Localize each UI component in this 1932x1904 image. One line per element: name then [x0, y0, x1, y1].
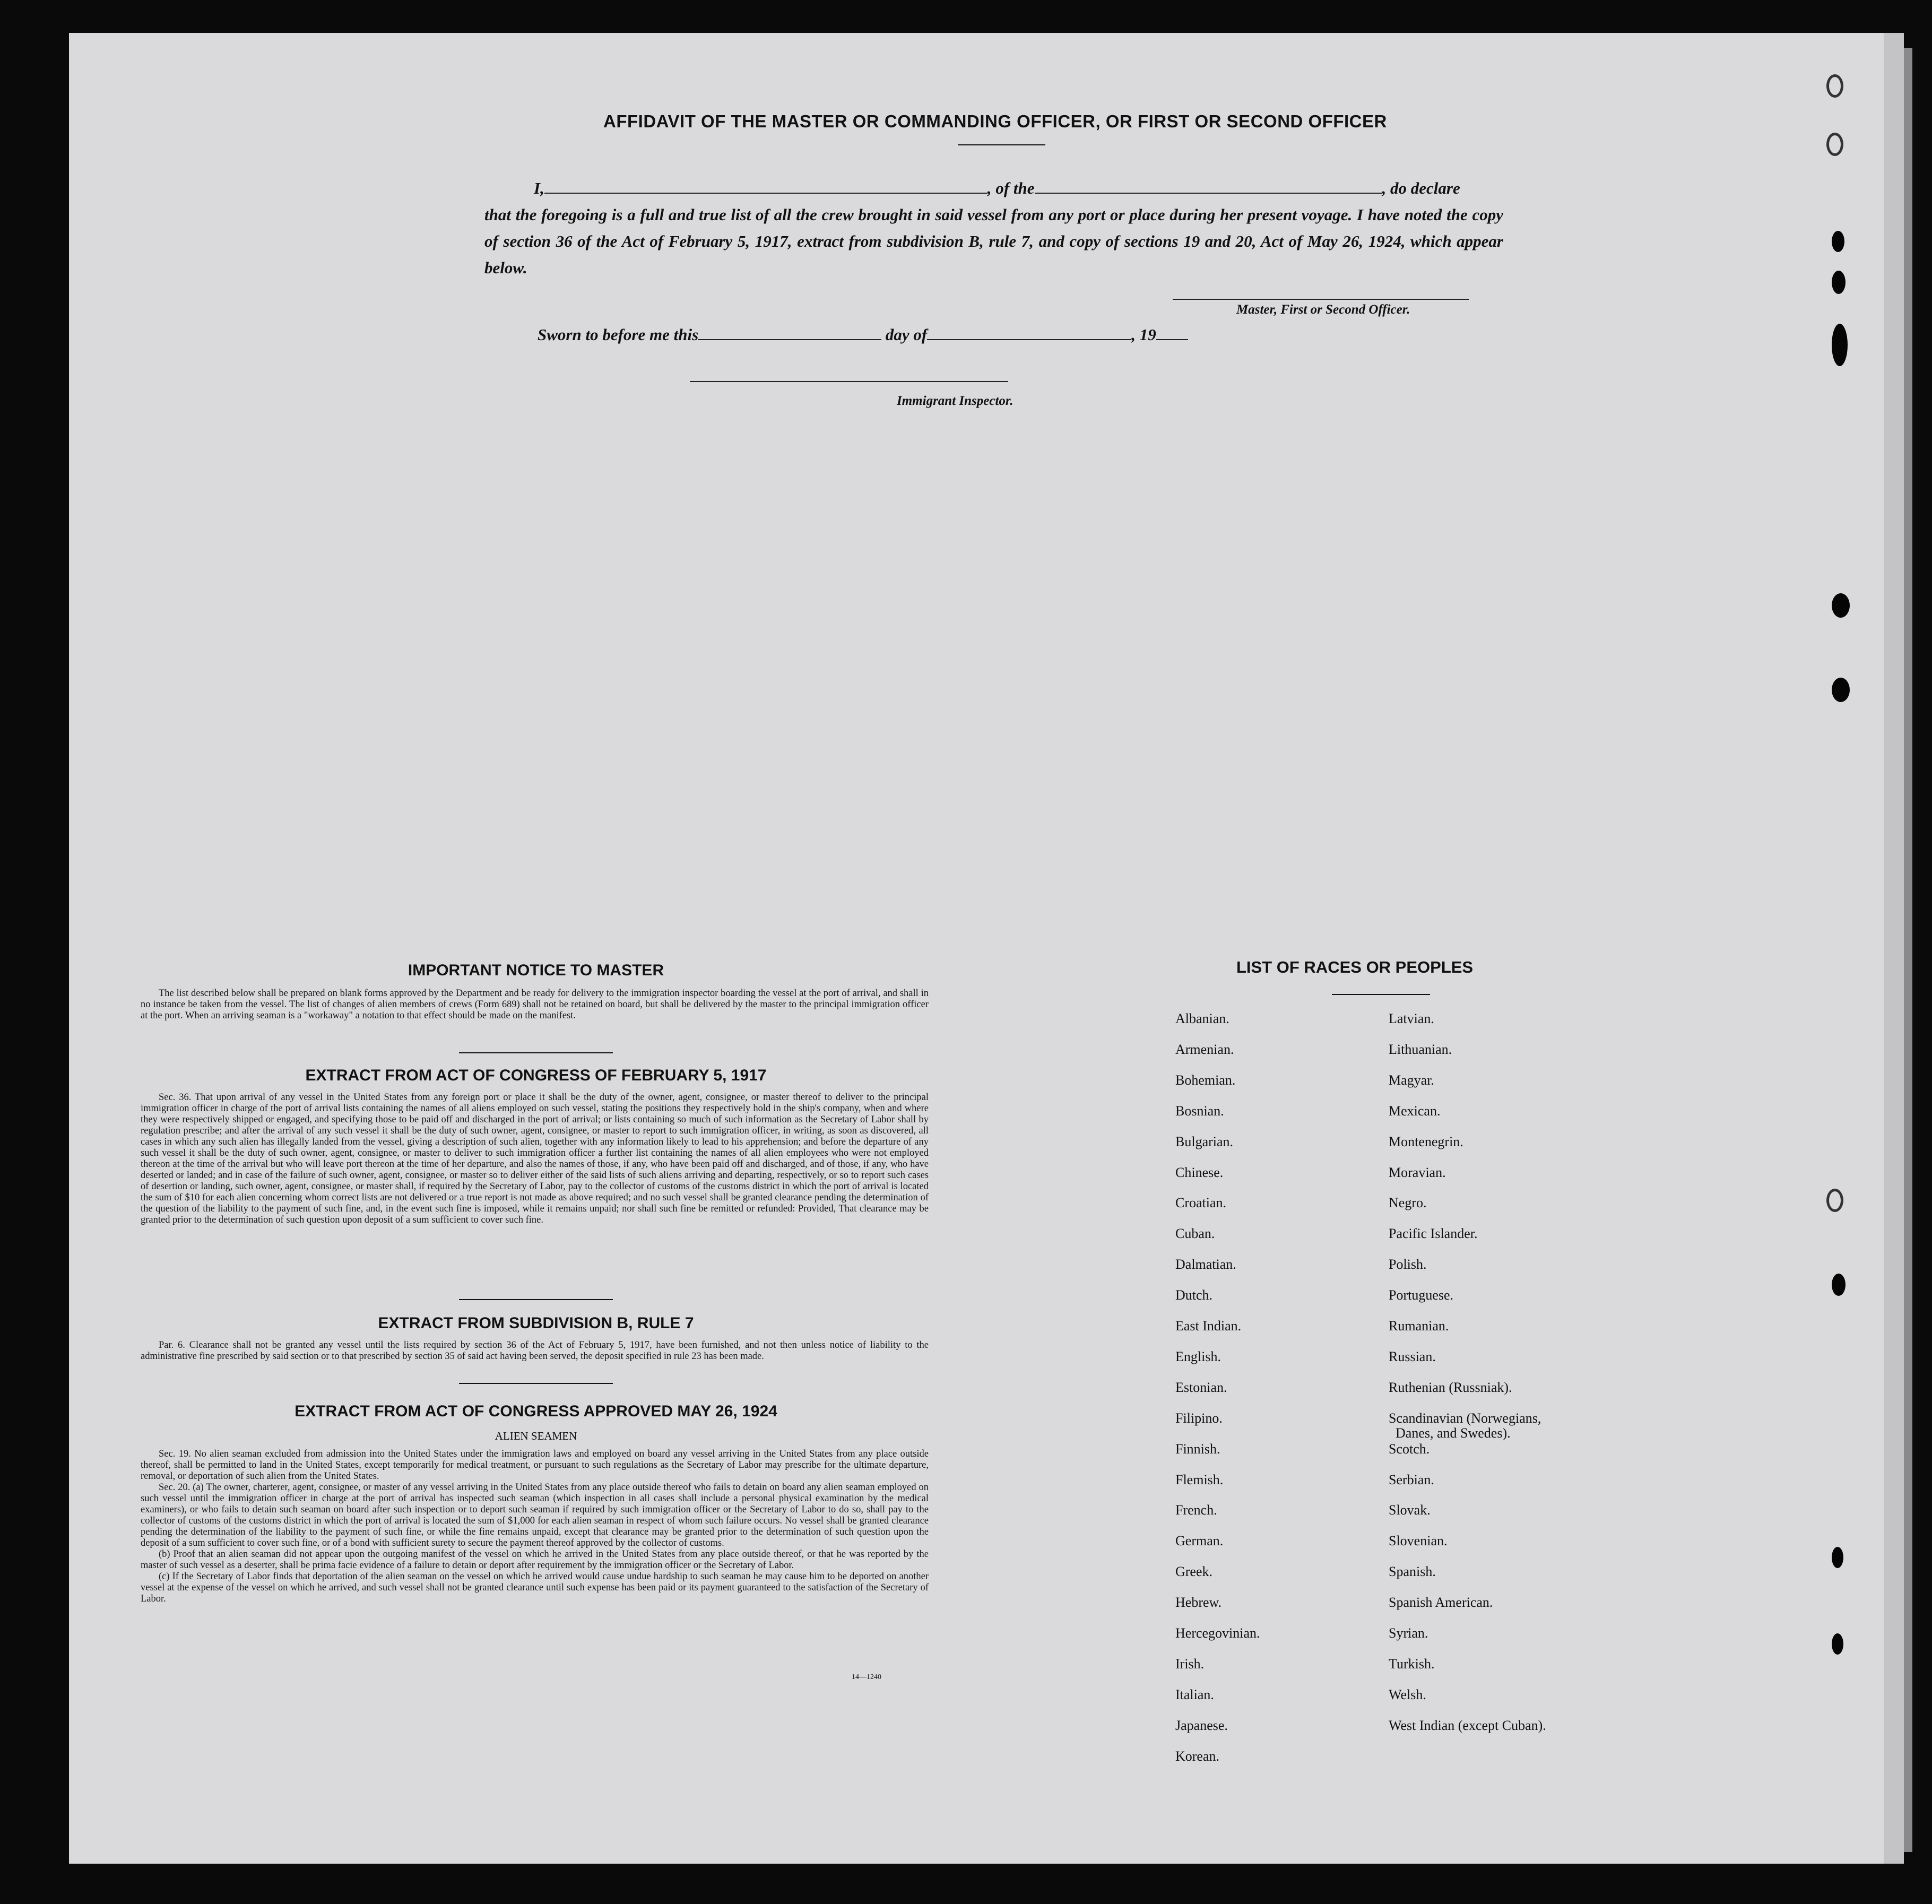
- race-item: Danes, and Swedes).: [1396, 1425, 1511, 1441]
- affidavit-of-the: , of the: [987, 179, 1035, 197]
- race-item: Lithuanian.: [1389, 1041, 1452, 1057]
- race-item: Hebrew.: [1175, 1595, 1222, 1611]
- race-item: Magyar.: [1389, 1072, 1434, 1088]
- form-number: 14—1240: [852, 1673, 881, 1681]
- sec20c-text: (c) If the Secretary of Labor finds that deportation of the alien seaman on the vessel on which he arrived would cause undue hardship to such seaman he may cause him to be deported on another vessel at the expense of the vessel on which he arrived, and such vessel shall not be granted clearance until such expense has been paid or its payment guaranteed to the satisfaction of the Secretary of Labor.: [141, 1571, 929, 1604]
- race-item: English.: [1175, 1348, 1221, 1364]
- rule7-title: EXTRACT FROM SUBDIVISION B, RULE 7: [378, 1314, 694, 1332]
- day-of-label: day of: [885, 325, 928, 344]
- divider: [1332, 994, 1430, 995]
- race-item: Korean.: [1175, 1748, 1220, 1764]
- race-item: Slovenian.: [1389, 1533, 1448, 1549]
- binder-hole-icon: [1832, 1547, 1843, 1568]
- race-item: Estonian.: [1175, 1379, 1227, 1395]
- race-item: Syrian.: [1389, 1625, 1428, 1641]
- race-item: Flemish.: [1175, 1472, 1224, 1487]
- race-item: Spanish.: [1389, 1564, 1436, 1580]
- races-title: LIST OF RACES OR PEOPLES: [1236, 958, 1474, 976]
- alien-seamen-subtitle: ALIEN SEAMEN: [495, 1430, 577, 1442]
- act1917-title: EXTRACT FROM ACT OF CONGRESS OF FEBRUARY 5, 1917: [305, 1067, 767, 1084]
- race-item: Bosnian.: [1175, 1103, 1224, 1119]
- month-blank[interactable]: [927, 339, 1131, 340]
- divider: [459, 1299, 613, 1300]
- race-item: Bulgarian.: [1175, 1133, 1234, 1149]
- race-item: Mexican.: [1389, 1103, 1441, 1119]
- race-item: Finnish.: [1175, 1441, 1220, 1457]
- race-item: Slovak.: [1389, 1502, 1431, 1518]
- race-item: Hercegovinian.: [1175, 1625, 1260, 1641]
- race-item: French.: [1175, 1502, 1217, 1518]
- race-item: Albanian.: [1175, 1011, 1229, 1026]
- race-item: Ruthenian (Russniak).: [1389, 1379, 1512, 1395]
- race-item: East Indian.: [1175, 1318, 1242, 1334]
- race-item: Russian.: [1389, 1348, 1436, 1364]
- binder-hole-icon: [1832, 593, 1850, 618]
- race-item: Armenian.: [1175, 1041, 1234, 1057]
- sworn-line: [538, 325, 1188, 344]
- race-item: Montenegrin.: [1389, 1133, 1463, 1149]
- sec19-text: Sec. 19. No alien seaman excluded from admission into the United States under the immigration laws and employed on board any vessel arriving in the United States from any place outside thereof, shall be permitted to land in the United States, except temporarily for medical treatment, or pursuant to such regulations as the Secretary of Labor may prescribe for the ultimate departure, removal, or deportation of such alien from the United States.: [141, 1449, 929, 1482]
- race-item: Negro.: [1389, 1195, 1427, 1211]
- race-item: Italian.: [1175, 1686, 1214, 1702]
- race-item: Dutch.: [1175, 1287, 1213, 1303]
- race-item: Irish.: [1175, 1656, 1205, 1672]
- inspector-signature-line[interactable]: [690, 381, 1008, 382]
- race-item: Spanish American.: [1389, 1595, 1493, 1611]
- year-prefix: , 19: [1131, 325, 1156, 344]
- binder-hole-icon: [1832, 231, 1844, 252]
- sec20a-text: Sec. 20. (a) The owner, charterer, agent, consignee, or master of any vessel arriving in the United States from any place outside thereof who fails to detain on board any alien seaman employed on such vessel until the immigration officer in charge at the port of arrival has inspected such seaman (which inspection in all cases shall include a personal physical examination by the medical examiners), or who fails to detain such seaman on board after such inspection or to deport such seaman if required by such immigration officer or the Secretary of Labor to do so, shall pay to the collector of customs of the customs district in which the port of arrival is located the sum of $1,000 for each alien seaman in respect of whom such failure occurs. No vessel shall be granted clearance pending the determination of the liability to the payment of such fine, or while the fine remains unpaid, except that clearance may be granted prior to the determination of such question upon the deposit of a sum sufficient to cover such fine, or of a bond with sufficient surety to secure the payment thereof approved by the collector of customs.: [141, 1482, 929, 1548]
- race-item: Filipino.: [1175, 1410, 1223, 1426]
- rule7-text: Par. 6. Clearance shall not be granted any vessel until the lists required by section 36 of the Act of February 5, 1917, have been furnished, and not then unless notice of liability to the administrative fine prescribed by said section or to that prescribed by section 35 of said act having been served, the deposit specified in rule 23 has been made.: [141, 1340, 929, 1362]
- divider: [958, 144, 1045, 145]
- race-item: Latvian.: [1389, 1011, 1434, 1026]
- binder-ring-icon: [1826, 133, 1843, 156]
- signature-label: Master, First or Second Officer.: [1236, 302, 1410, 317]
- divider: [459, 1383, 613, 1384]
- race-item: Bohemian.: [1175, 1072, 1236, 1088]
- binder-hole-icon: [1832, 271, 1846, 294]
- race-item: Japanese.: [1175, 1717, 1228, 1733]
- race-item: Scandinavian (Norwegians,: [1389, 1410, 1541, 1426]
- race-item: Croatian.: [1175, 1195, 1227, 1211]
- race-item: German.: [1175, 1533, 1224, 1549]
- act1924-title: EXTRACT FROM ACT OF CONGRESS APPROVED MAY 26, 1924: [294, 1403, 777, 1420]
- act1917-text: Sec. 36. That upon arrival of any vessel in the United States from any foreign port or place it shall be the duty of the owner, agent, consignee, or master thereof to deliver to the principal immigration officer in charge of the port of arrival lists containing the names of all aliens employed on such vessel, stating the positions they respectively hold in the ship's company, when and where they were respectively shipped or engaged, and specifying those to be paid off and discharged in the port of arrival; or lists containing so much of such information as the Secretary of Labor shall by regulation prescribe; and after the arrival of any such vessel it shall be the duty of such owner, agent, consignee, or master to report to such immigration officer, in writing, as soon as discovered, all cases in which any such alien has illegally landed from the vessel, giving a description of such alien, together with any information likely to lead to his apprehension; and before the departure of any such vessel it shall be the duty of such owner, agent, consignee, or master to deliver to such immigration officer a further list containing the names of all alien employees who were not employed thereon at the time of the arrival but who will leave port thereon at the time of her departure, and also the names of those, if any, who have been paid off and discharged, and of those, if any, who have deserted or landed; and in case of the failure of such owner, agent, consignee, or master so to deliver either of the said lists of such aliens arriving and departing, respectively, or so to report such cases of desertion or landing, such owner, agent, consignee, or master shall, if required by the Secretary of Labor, pay to the collector of customs of the customs district in which the port of arrival is located the sum of $10 for each alien concerning whom correct lists are not delivered or a true report is not made as above required; and no such vessel shall be granted clearance pending the determination of the question of the liability to the payment of such fine, and, in the event such fine is imposed, while it remains unpaid; nor shall such fine be remitted or refunded: Provided, That clearance may be granted prior to the determination of such question upon deposit of a sum sufficient to cover such fine.: [141, 1092, 929, 1225]
- day-blank[interactable]: [698, 339, 881, 340]
- race-item: Welsh.: [1389, 1686, 1426, 1702]
- race-item: Dalmatian.: [1175, 1257, 1236, 1273]
- race-item: Greek.: [1175, 1564, 1213, 1580]
- inspector-label: Immigrant Inspector.: [897, 394, 1013, 408]
- sec20b-text: (b) Proof that an alien seaman did not appear upon the outgoing manifest of the vessel on which he arrived in the United States from any place outside thereof, or that he was reported by the master of such vessel as a deserter, shall be prima facie evidence of a failure to detain or deport after requirement by the immigration officer or the Secretary of Labor.: [141, 1549, 929, 1571]
- notice-title: IMPORTANT NOTICE TO MASTER: [408, 962, 664, 979]
- page-edge: [1884, 33, 1904, 1864]
- name-blank[interactable]: [544, 193, 987, 194]
- binder-ring-icon: [1826, 1189, 1843, 1212]
- sworn-label: Sworn to before me this: [538, 325, 699, 344]
- race-item: Pacific Islander.: [1389, 1226, 1478, 1242]
- affidavit-statement: that the foregoing is a full and true list of all the crew brought in said vessel from any port or place during her present voyage. I have noted the copy of section 36 of the Act of February 5, 1917, extract from subdivision B, rule 7, and copy of sections 19 and 20, Act of May 26, 1924, which appear below.: [484, 205, 1503, 277]
- affidavit-do-declare: , do declare: [1382, 179, 1460, 197]
- binder-hole-icon: [1832, 1274, 1846, 1296]
- race-item: Serbian.: [1389, 1472, 1434, 1487]
- race-item: Scotch.: [1389, 1441, 1430, 1457]
- binder-ring-icon: [1826, 74, 1843, 98]
- race-item: Turkish.: [1389, 1656, 1435, 1672]
- affidavit-body: [484, 175, 1503, 281]
- race-item: West Indian (except Cuban).: [1389, 1717, 1546, 1733]
- race-item: Rumanian.: [1389, 1318, 1449, 1334]
- race-item: Chinese.: [1175, 1164, 1224, 1180]
- binder-hole-icon: [1832, 1633, 1843, 1655]
- act1924-text: [141, 1449, 929, 1605]
- signature-line[interactable]: [1173, 299, 1469, 300]
- vessel-blank[interactable]: [1035, 193, 1382, 194]
- race-item: Moravian.: [1389, 1164, 1446, 1180]
- binder-hole-icon: [1832, 324, 1848, 366]
- affidavit-title: AFFIDAVIT OF THE MASTER OR COMMANDING OFFICER, OR FIRST OR SECOND OFFICER: [603, 111, 1387, 131]
- race-item: Polish.: [1389, 1257, 1427, 1273]
- binder-hole-icon: [1832, 678, 1850, 702]
- race-item: Portuguese.: [1389, 1287, 1454, 1303]
- affidavit-i: I,: [534, 179, 544, 197]
- race-item: Cuban.: [1175, 1226, 1215, 1242]
- notice-text: The list described below shall be prepared on blank forms approved by the Department and be ready for delivery to the immigration inspector boarding the vessel at the port of arrival, and shall in no instance be taken from the vessel. The list of changes of alien members of crews (Form 689) shall not be retained on board, but shall be delivered by the master to the principal immigration officer at the port. When an arriving seaman is a "workaway" a notation to that effect should be made on the manifest.: [141, 988, 929, 1021]
- divider: [459, 1052, 613, 1053]
- page-edge-shadow: [1904, 48, 1912, 1852]
- year-blank[interactable]: [1156, 339, 1188, 340]
